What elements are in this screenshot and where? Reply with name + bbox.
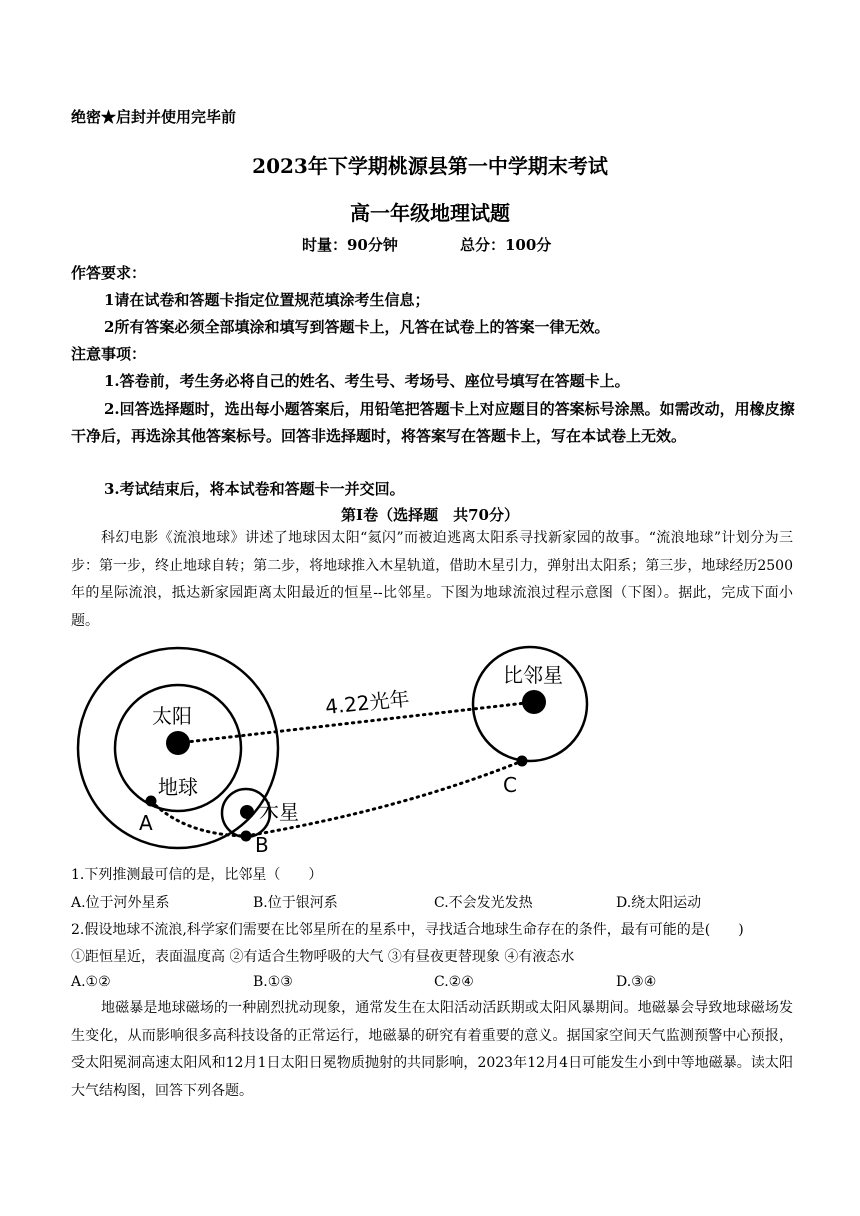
confidential-label: 绝密★启封并使用完毕前 <box>71 108 237 126</box>
jupiter-label: 木星 <box>259 800 299 824</box>
question-2-option-d: D.③④ <box>616 974 657 990</box>
question-2-stem: 2.假设地球不流浪,科学家们需要在比邻星所在的星系中，寻找适合地球生命存在的条件，最有可能的是( ) <box>71 922 744 938</box>
section-title: 第Ⅰ卷（选择题 共70分） <box>341 506 519 524</box>
point-b-dot <box>241 831 252 842</box>
jupiter-dot <box>240 805 254 819</box>
jupiter-to-proxima-path <box>246 761 522 836</box>
requirement-item: 2所有答案必须全部填涂和填写到答题卡上，凡答在试卷上的答案一律无效。 <box>104 318 610 336</box>
note-item: 1.答卷前，考生务必将自己的姓名、考生号、考场号、座位号填写在答题卡上。 <box>104 372 630 390</box>
question-1-option-c: C.不会发光发热 <box>434 895 533 911</box>
point-c-dot <box>517 756 528 767</box>
point-a-dot <box>146 796 157 807</box>
question-2-option-a: A.①② <box>71 974 111 990</box>
question-1-stem: 1.下列推测最可信的是，比邻星（ ） <box>71 867 323 883</box>
earth-label: 地球 <box>158 775 198 799</box>
sun-dot <box>166 731 190 755</box>
question-1-option-b: B.位于银河系 <box>253 895 338 911</box>
question-1-option-d: D.绕太阳运动 <box>616 895 702 911</box>
exam-title: 2023年下学期桃源县第一中学期末考试 <box>252 154 608 178</box>
point-c-label: C <box>503 773 517 797</box>
note-item: 3.考试结束后，将本试卷和答题卡一并交回。 <box>104 480 405 498</box>
requirements-heading: 作答要求： <box>71 264 147 282</box>
proxima-label: 比邻星 <box>503 663 563 687</box>
requirement-item: 1请在试卷和答题卡指定位置规范填涂考生信息； <box>104 291 430 309</box>
sun-label: 太阳 <box>152 704 192 728</box>
distance-label: 4.22光年 <box>324 686 411 719</box>
question-1-option-a: A.位于河外星系 <box>71 895 170 911</box>
question-2-option-c: C.②④ <box>434 974 474 990</box>
question-2-option-b: B.①③ <box>253 974 293 990</box>
exam-time: 时量：90分钟 <box>302 236 398 254</box>
point-b-label: B <box>255 833 269 857</box>
point-a-label: A <box>139 811 153 835</box>
passage-geomagnetic-storm: 地磁暴是地球磁场的一种剧烈扰动现象，通常发生在太阳活动活跃期或太阳风暴期间。地磁暴会导致地球磁场发生变化，从而影响很多高科技设备的正常运行，地磁暴的研究有着重要的意义。据国家空间天气监测预警中心预报，受太阳冕洞高速太阳风和12月1日太阳日冕物质抛射的共同影响，2023年12月4日可能发生小到中等地磁暴。读太阳大气结构图，回答下列各题。 <box>71 1000 793 1099</box>
exam-subtitle: 高一年级地理试题 <box>350 201 510 225</box>
note-item: 2.回答选择题时，选出每小题答案后，用铅笔把答题卡上对应题目的答案标号涂黑。如需改动，用橡皮擦干净后，再选涂其他答案标号。回答非选择题时，将答案写在答题卡上，写在本试卷上无效。 <box>71 400 795 445</box>
exam-score: 总分：100分 <box>460 236 552 254</box>
proxima-dot <box>522 690 546 714</box>
notes-heading: 注意事项： <box>71 345 147 363</box>
question-2-statements: ①距恒星近，表面温度高 ②有适合生物呼吸的大气 ③有昼夜更替现象 ④有液态水 <box>71 949 575 965</box>
passage-wandering-earth: 科幻电影《流浪地球》讲述了地球因太阳“氦闪”而被迫逃离太阳系寻找新家园的故事。“流浪地球”计划分为三步：第一步，终止地球自转；第二步，将地球推入木星轨道，借助木星引力，弹射出太阳系；第三步，地球经历2500年的星际流浪，抵达新家园距离太阳最近的恒星--比邻星。下图为地球流浪过程示意图（下图）。据此，完成下面小题。 <box>71 530 793 629</box>
